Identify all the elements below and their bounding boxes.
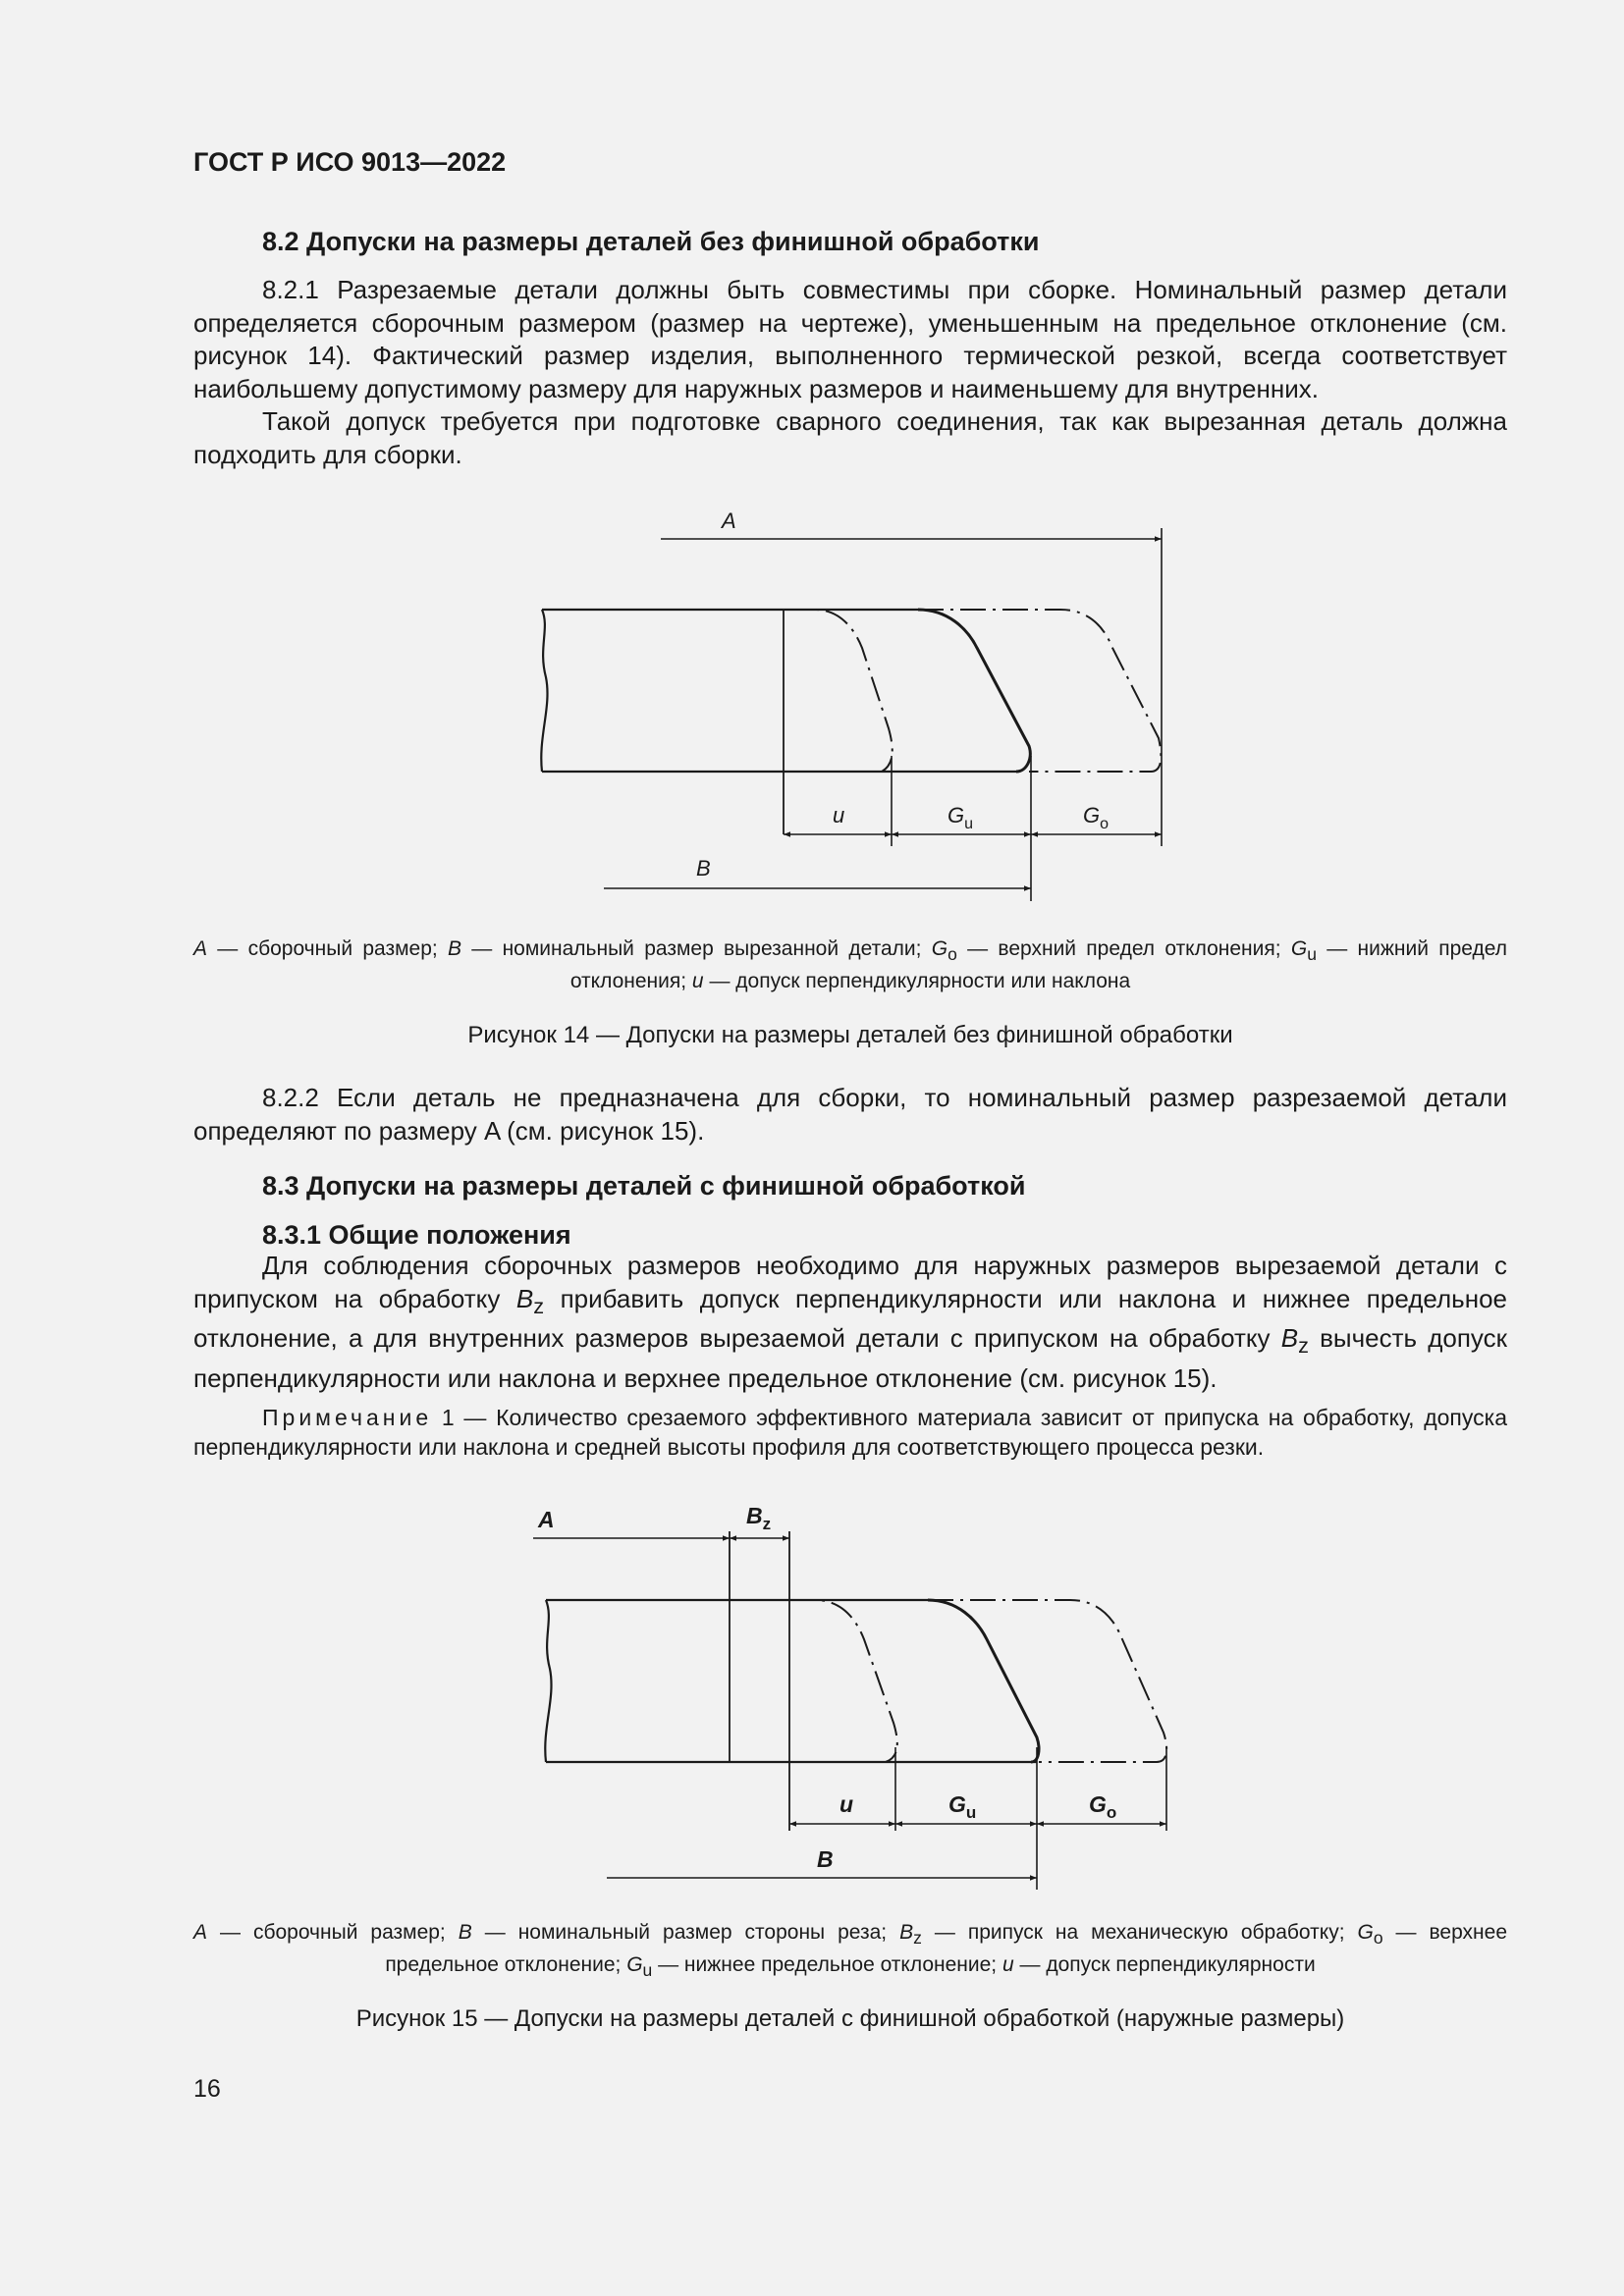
page-number: 16 <box>193 2075 221 2103</box>
label-Bz: $B_z$ <box>746 1503 772 1533</box>
figure-15-caption: Рисунок 15 — Допуски на размеры деталей с финишной обработкой (наружные размеры) <box>355 2005 1345 2032</box>
document-header: ГОСТ Р ИСО 9013—2022 <box>193 147 507 177</box>
label-Gu: $G_u$ <box>947 803 974 832</box>
label-B: B <box>696 856 711 881</box>
plate-break-line <box>545 1600 551 1762</box>
label-A: A <box>722 508 736 533</box>
figure-14-caption: Рисунок 14 — Допуски на размеры деталей без финишной обработки <box>467 1022 1233 1048</box>
section-title-8-3: 8.3 Допуски на размеры деталей с финишной обработкой <box>262 1171 1026 1201</box>
label-Gu: $G_u$ <box>948 1791 977 1822</box>
label-B: B <box>817 1846 834 1872</box>
note-1: Примечание 1 — Количество срезаемого эффективного материала зависит от припуска на обработку, допуска перпендикулярности или наклона и средней высоты профиля для соответствующего процесса резки. <box>193 1405 1507 1460</box>
paragraph-8-3-1: Для соблюдения сборочных размеров необходимо для наружных размеров вырезаемой детали с припуском на обработку $B_z$ прибавить допуск перпендикулярности или наклона и нижнее предельное отклонение, а для внутренних размеров вырезаемой детали с припуском на обработку $B_z$ вычесть допуск перпендикулярности или наклона и верхнее предельное отклонение (см. рисунок 15). <box>193 1251 1508 1393</box>
paragraph-8-2-1-cont: Такой допуск требуется при подготовке сварного соединения, так как вырезанная деталь должна подходить для сборки. <box>193 406 1507 469</box>
label-A: A <box>538 1507 555 1532</box>
paragraph-8-2-2: 8.2.2 Если деталь не предназначена для сборки, то номинальный размер разрезаемой детали определяют по размеру A (см. рисунок 15). <box>193 1083 1507 1146</box>
subsection-title-8-3-1: 8.3.1 Общие положения <box>262 1220 571 1250</box>
label-u: u <box>833 803 845 828</box>
label-u: u <box>839 1791 854 1817</box>
paragraph-8-2-1: 8.2.1 Разрезаемые детали должны быть совместимы при сборке. Номинальный размер детали определяется сборочным размером (размер на чертеже), уменьшенным на предельное отклонение (см. рисунок 14). Фактический размер изделия, выполненного термической резкой, всегда соответствует наибольшему допустимому размеру для наружных размеров и наименьшему для внутренних. <box>193 275 1507 403</box>
cut-profile-nominal <box>928 1600 1039 1762</box>
section-title-8-2: 8.2 Допуски на размеры деталей без финишной обработки <box>262 227 1040 256</box>
label-Go: $G_o$ <box>1083 803 1110 832</box>
cut-profile-lower <box>789 1600 897 1762</box>
figure-14-legend: A — сборочный размер; B — номинальный размер вырезанной детали; $G_o$ — верхний предел отклонения; $G_u$ — нижний предел отклонения; u — допуск перпендикулярности или наклона <box>193 937 1507 993</box>
cut-profile-upper <box>928 1600 1166 1762</box>
figure-15-legend: A — сборочный размер; B — номинальный размер стороны реза; $B_z$ — припуск на механическую обработку; $G_o$ — верхнее предельное отклонение; $G_u$ — нижнее предельное отклонение; u — допуск перпендикулярности <box>193 1921 1508 1981</box>
label-Go: $G_o$ <box>1089 1791 1117 1822</box>
